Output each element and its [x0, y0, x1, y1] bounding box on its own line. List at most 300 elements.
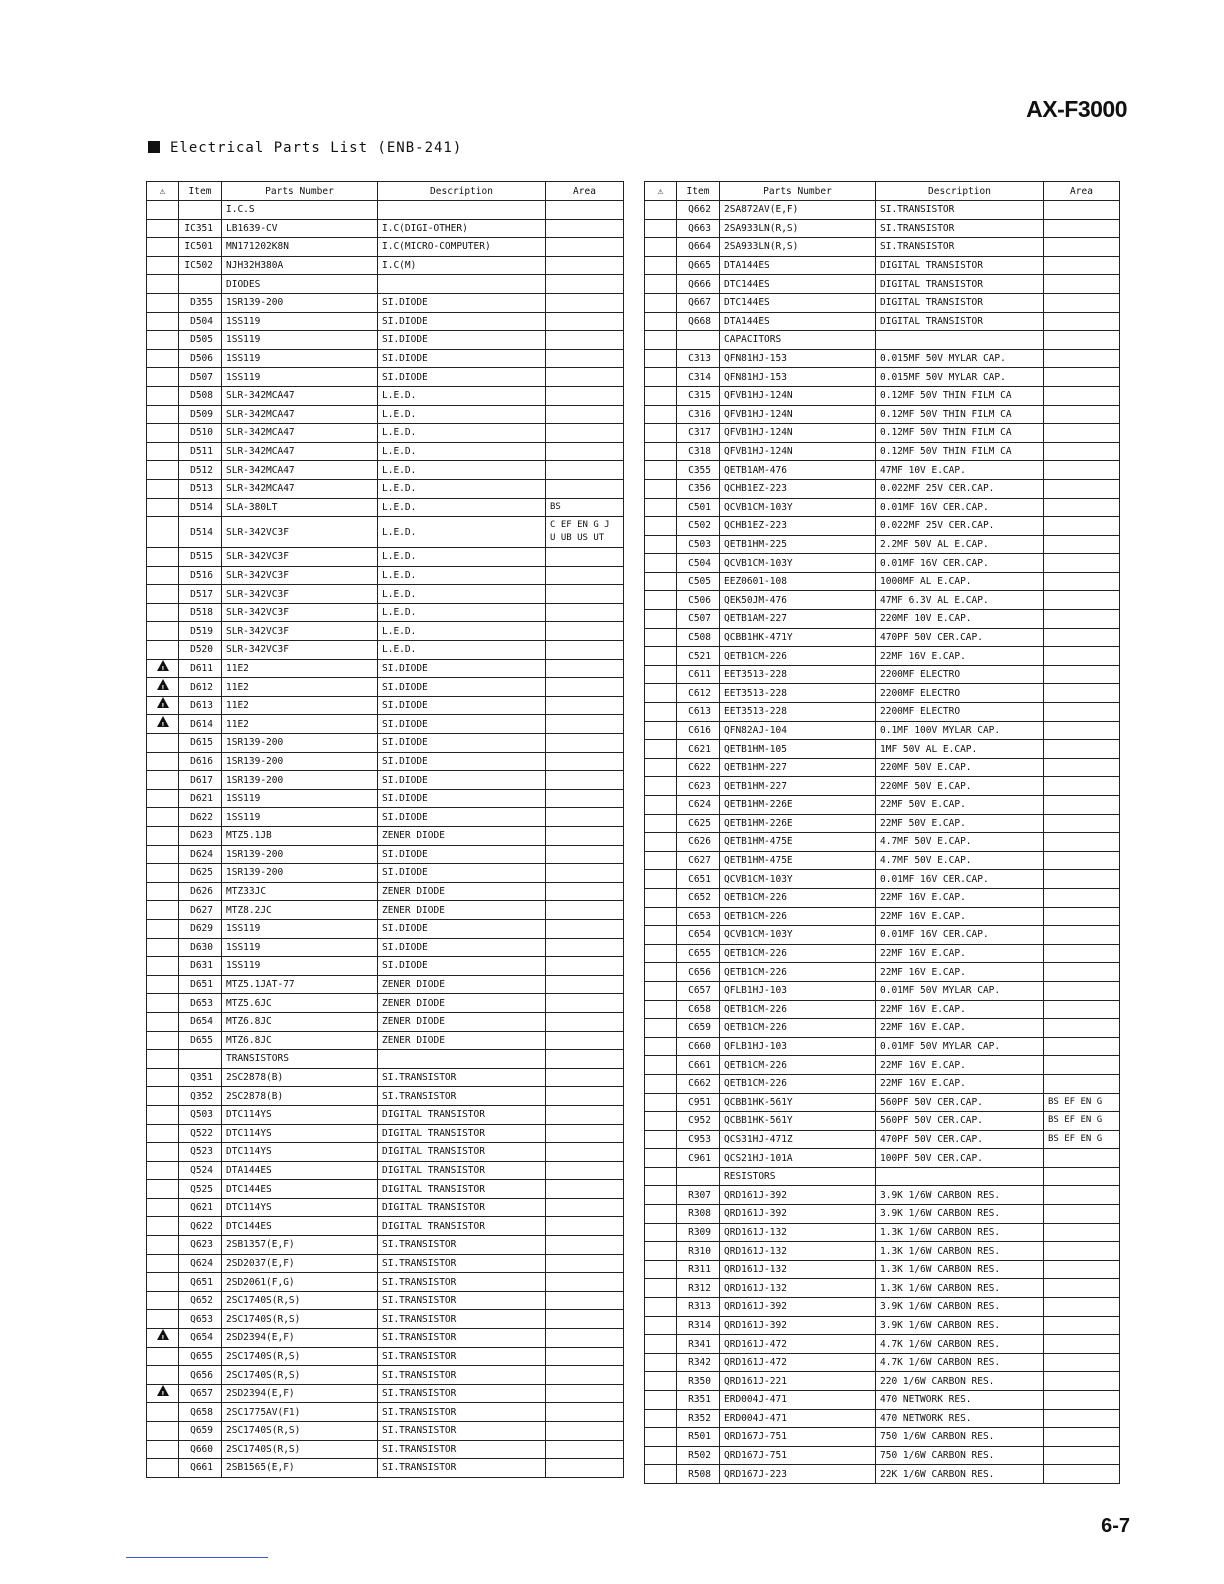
area-cell: [1044, 1260, 1120, 1279]
description-cell: [876, 1167, 1044, 1186]
safety-mark-cell: [645, 312, 677, 331]
area-cell: [546, 1459, 624, 1478]
item-cell: C624: [677, 796, 720, 815]
safety-mark-cell: [147, 1012, 179, 1031]
parts-number-cell: 2SC2878(B): [222, 1087, 378, 1106]
item-cell: C505: [677, 572, 720, 591]
area-cell: [1044, 1279, 1120, 1298]
description-cell: L.E.D.: [378, 405, 546, 424]
parts-number-cell: MTZ8.2JC: [222, 901, 378, 920]
safety-mark-cell: [645, 1000, 677, 1019]
safety-mark-cell: [645, 1242, 677, 1261]
item-cell: C953: [677, 1130, 720, 1149]
area-cell: [1044, 628, 1120, 647]
parts-number-cell: ERD004J-471: [720, 1391, 876, 1410]
safety-mark-cell: [645, 1298, 677, 1317]
item-cell: D651: [179, 975, 222, 994]
parts-number-cell: SLR-342MCA47: [222, 461, 378, 480]
parts-number-cell: SLR-342MCA47: [222, 479, 378, 498]
parts-number-cell: 2SD2037(E,F): [222, 1254, 378, 1273]
safety-mark-cell: [645, 926, 677, 945]
description-cell: DIGITAL TRANSISTOR: [378, 1180, 546, 1199]
col-header-safety: ⚠: [645, 182, 677, 201]
item-cell: C507: [677, 610, 720, 629]
table-row: [645, 1391, 1120, 1410]
area-cell: [546, 827, 624, 846]
safety-mark-cell: [147, 1273, 179, 1292]
table-row: [645, 1335, 1120, 1354]
description-cell: DIGITAL TRANSISTOR: [876, 293, 1044, 312]
table-row: [645, 572, 1120, 591]
area-cell: [1044, 201, 1120, 220]
description-cell: 0.01MF 16V CER.CAP.: [876, 926, 1044, 945]
safety-mark-cell: [147, 517, 179, 548]
parts-number-cell: NJH32H380A: [222, 256, 378, 275]
description-cell: 22MF 50V E.CAP.: [876, 814, 1044, 833]
table-row: [147, 219, 624, 238]
parts-number-cell: DTA144ES: [720, 312, 876, 331]
area-cell: [1044, 256, 1120, 275]
parts-number-cell: DTC114YS: [222, 1124, 378, 1143]
area-cell: [1044, 647, 1120, 666]
parts-number-cell: 2SD2394(E,F): [222, 1329, 378, 1348]
table-row: [645, 1074, 1120, 1093]
item-cell: C662: [677, 1074, 720, 1093]
safety-mark-cell: [645, 517, 677, 536]
parts-number-cell: DTC144ES: [720, 275, 876, 294]
safety-mark-cell: [147, 1422, 179, 1441]
table-row: [645, 796, 1120, 815]
item-cell: Q663: [677, 219, 720, 238]
item-cell: C504: [677, 554, 720, 573]
area-cell: [1044, 572, 1120, 591]
safety-mark-cell: [147, 1143, 179, 1162]
description-cell: 0.01MF 50V MYLAR CAP.: [876, 981, 1044, 1000]
table-row: [645, 1298, 1120, 1317]
table-row: [147, 461, 624, 480]
safety-mark-cell: [147, 275, 179, 294]
area-cell: [546, 789, 624, 808]
area-cell: [546, 1273, 624, 1292]
safety-mark-cell: [645, 758, 677, 777]
parts-number-cell: QCBB1HK-561Y: [720, 1093, 876, 1112]
table-row: [645, 888, 1120, 907]
parts-number-cell: QETB1HM-105: [720, 740, 876, 759]
safety-mark-cell: [645, 684, 677, 703]
item-cell: D513: [179, 479, 222, 498]
safety-mark-cell: [147, 1440, 179, 1459]
description-cell: [378, 1050, 546, 1069]
parts-number-cell: I.C.S: [222, 201, 378, 220]
item-cell: Q666: [677, 275, 720, 294]
table-row: [147, 1180, 624, 1199]
col-header-parts-number: Parts Number: [222, 182, 378, 201]
description-cell: SI.TRANSISTOR: [378, 1254, 546, 1273]
item-cell: IC351: [179, 219, 222, 238]
area-cell: [546, 771, 624, 790]
area-cell: [546, 1161, 624, 1180]
description-cell: [876, 331, 1044, 350]
table-row: [147, 1161, 624, 1180]
parts-number-cell: SLR-342MCA47: [222, 442, 378, 461]
table-row: [645, 1149, 1120, 1168]
area-cell: [1044, 1056, 1120, 1075]
area-cell: [1044, 963, 1120, 982]
table-row: [645, 349, 1120, 368]
safety-mark-cell: [645, 888, 677, 907]
description-cell: ZENER DIODE: [378, 1031, 546, 1050]
description-cell: SI.TRANSISTOR: [378, 1347, 546, 1366]
area-cell: [546, 864, 624, 883]
table-row: [645, 1167, 1120, 1186]
item-cell: R502: [677, 1446, 720, 1465]
safety-mark-cell: [147, 498, 179, 517]
description-cell: 1000MF AL E.CAP.: [876, 572, 1044, 591]
col-header-item: Item: [677, 182, 720, 201]
table-row: [645, 386, 1120, 405]
safety-warning-icon: [157, 679, 169, 690]
parts-number-cell: 2SB1357(E,F): [222, 1236, 378, 1255]
safety-warning-icon: [157, 660, 169, 671]
parts-number-cell: 1SS119: [222, 957, 378, 976]
table-row: [147, 1403, 624, 1422]
area-cell: [1044, 275, 1120, 294]
parts-number-cell: 1SS119: [222, 331, 378, 350]
item-cell: Q655: [179, 1347, 222, 1366]
safety-mark-cell: [645, 368, 677, 387]
area-cell: BS EF EN G: [1044, 1112, 1120, 1131]
description-cell: 3.9K 1/6W CARBON RES.: [876, 1316, 1044, 1335]
item-cell: D612: [179, 678, 222, 697]
safety-mark-cell: [645, 1335, 677, 1354]
description-cell: 3.9K 1/6W CARBON RES.: [876, 1298, 1044, 1317]
parts-number-cell: QETB1CM-226: [720, 1056, 876, 1075]
safety-mark-cell: [645, 796, 677, 815]
safety-mark-cell: [645, 442, 677, 461]
item-cell: C660: [677, 1037, 720, 1056]
description-cell: 47MF 6.3V AL E.CAP.: [876, 591, 1044, 610]
safety-mark-cell: [147, 1329, 179, 1348]
table-row: [147, 622, 624, 641]
area-cell: [1044, 1428, 1120, 1447]
item-cell: C627: [677, 851, 720, 870]
parts-number-cell: EEZ0601-108: [720, 572, 876, 591]
area-cell: [1044, 610, 1120, 629]
table-row: [645, 628, 1120, 647]
description-cell: [378, 201, 546, 220]
parts-number-cell: QCS21HJ-101A: [720, 1149, 876, 1168]
description-cell: 22MF 16V E.CAP.: [876, 1074, 1044, 1093]
area-cell: [1044, 424, 1120, 443]
item-cell: D622: [179, 808, 222, 827]
parts-number-cell: SLR-342VC3F: [222, 641, 378, 660]
footer-rule: [126, 1557, 268, 1558]
table-row: [147, 1050, 624, 1069]
parts-number-cell: 1SS119: [222, 808, 378, 827]
parts-number-cell: MTZ6.8JC: [222, 1012, 378, 1031]
parts-number-cell: QFVB1HJ-124N: [720, 424, 876, 443]
item-cell: D613: [179, 696, 222, 715]
safety-mark-cell: [645, 591, 677, 610]
safety-mark-cell: [147, 238, 179, 257]
safety-mark-cell: [147, 424, 179, 443]
item-cell: [179, 1050, 222, 1069]
item-cell: R310: [677, 1242, 720, 1261]
safety-mark-cell: [645, 554, 677, 573]
table-row: [645, 647, 1120, 666]
table-row: [147, 715, 624, 734]
description-cell: 3.9K 1/6W CARBON RES.: [876, 1186, 1044, 1205]
description-cell: 4.7K 1/6W CARBON RES.: [876, 1335, 1044, 1354]
description-cell: 0.12MF 50V THIN FILM CA: [876, 424, 1044, 443]
parts-number-cell: QETB1HM-475E: [720, 851, 876, 870]
safety-mark-cell: [147, 827, 179, 846]
table-row: [147, 1124, 624, 1143]
item-cell: D512: [179, 461, 222, 480]
item-cell: D508: [179, 386, 222, 405]
description-cell: L.E.D.: [378, 442, 546, 461]
table-row: [147, 498, 624, 517]
safety-mark-cell: [147, 585, 179, 604]
parts-number-cell: QFVB1HJ-124N: [720, 386, 876, 405]
description-cell: SI.DIODE: [378, 349, 546, 368]
table-row: [147, 293, 624, 312]
item-cell: R341: [677, 1335, 720, 1354]
description-cell: L.E.D.: [378, 641, 546, 660]
safety-mark-cell: [147, 1291, 179, 1310]
table-row: [645, 368, 1120, 387]
item-cell: Q652: [179, 1291, 222, 1310]
area-cell: [546, 1291, 624, 1310]
safety-mark-cell: [645, 647, 677, 666]
parts-number-cell: 1SR139-200: [222, 293, 378, 312]
table-row: [645, 1242, 1120, 1261]
table-row: [147, 938, 624, 957]
table-row: [645, 758, 1120, 777]
item-cell: Q660: [179, 1440, 222, 1459]
area-cell: [546, 566, 624, 585]
safety-mark-cell: [645, 1093, 677, 1112]
item-cell: Q524: [179, 1161, 222, 1180]
area-cell: [546, 1143, 624, 1162]
safety-mark-cell: [645, 1037, 677, 1056]
col-header-description: Description: [876, 182, 1044, 201]
area-cell: [546, 957, 624, 976]
description-cell: DIGITAL TRANSISTOR: [378, 1143, 546, 1162]
area-cell: [1044, 665, 1120, 684]
table-row: [147, 1217, 624, 1236]
safety-mark-cell: [147, 256, 179, 275]
safety-mark-cell: [147, 1347, 179, 1366]
area-cell: [1044, 851, 1120, 870]
description-cell: 1.3K 1/6W CARBON RES.: [876, 1242, 1044, 1261]
item-cell: C654: [677, 926, 720, 945]
item-cell: Q621: [179, 1198, 222, 1217]
area-cell: [1044, 405, 1120, 424]
item-cell: R311: [677, 1260, 720, 1279]
area-cell: [1044, 740, 1120, 759]
table-row: [645, 721, 1120, 740]
parts-number-cell: MTZ5.1JB: [222, 827, 378, 846]
table-row: [645, 293, 1120, 312]
description-cell: 22MF 16V E.CAP.: [876, 1056, 1044, 1075]
area-cell: [546, 1422, 624, 1441]
item-cell: D511: [179, 442, 222, 461]
col-header-description: Description: [378, 182, 546, 201]
safety-mark-cell: [147, 201, 179, 220]
area-cell: [1044, 312, 1120, 331]
table-row: [645, 1056, 1120, 1075]
safety-mark-cell: [147, 1124, 179, 1143]
area-cell: [546, 386, 624, 405]
table-row: [645, 963, 1120, 982]
safety-mark-cell: [645, 1260, 677, 1279]
item-cell: C316: [677, 405, 720, 424]
parts-number-cell: LB1639-CV: [222, 219, 378, 238]
item-cell: C612: [677, 684, 720, 703]
model-title: AX-F3000: [1026, 96, 1127, 122]
description-cell: SI.DIODE: [378, 919, 546, 938]
table-row: [147, 275, 624, 294]
safety-mark-cell: [147, 1031, 179, 1050]
description-cell: SI.DIODE: [378, 659, 546, 678]
description-cell: DIGITAL TRANSISTOR: [378, 1105, 546, 1124]
area-cell: [546, 201, 624, 220]
safety-mark-cell: [147, 1217, 179, 1236]
table-row: [147, 789, 624, 808]
parts-number-cell: 2SA933LN(R,S): [720, 219, 876, 238]
description-cell: L.E.D.: [378, 622, 546, 641]
area-cell: [1044, 1298, 1120, 1317]
parts-number-cell: SLR-342VC3F: [222, 585, 378, 604]
area-cell: [546, 845, 624, 864]
table-row: [147, 919, 624, 938]
area-cell: [546, 808, 624, 827]
table-row: [147, 752, 624, 771]
item-cell: C355: [677, 461, 720, 480]
area-cell: [1044, 721, 1120, 740]
item-cell: R314: [677, 1316, 720, 1335]
safety-mark-cell: [645, 851, 677, 870]
description-cell: 22K 1/6W CARBON RES.: [876, 1465, 1044, 1484]
item-cell: Q661: [179, 1459, 222, 1478]
table-row: [645, 1372, 1120, 1391]
item-cell: C521: [677, 647, 720, 666]
item-cell: Q525: [179, 1180, 222, 1199]
safety-mark-cell: [645, 1391, 677, 1410]
item-cell: D509: [179, 405, 222, 424]
table-row: [645, 1000, 1120, 1019]
parts-number-cell: QRD161J-132: [720, 1223, 876, 1242]
parts-number-cell: QETB1AM-227: [720, 610, 876, 629]
description-cell: 4.7MF 50V E.CAP.: [876, 833, 1044, 852]
parts-number-cell: 11E2: [222, 678, 378, 697]
item-cell: D355: [179, 293, 222, 312]
parts-number-cell: SLR-342MCA47: [222, 386, 378, 405]
parts-number-cell: TRANSISTORS: [222, 1050, 378, 1069]
area-cell: [546, 461, 624, 480]
description-cell: 220MF 50V E.CAP.: [876, 758, 1044, 777]
area-cell: [1044, 684, 1120, 703]
description-cell: ZENER DIODE: [378, 994, 546, 1013]
area-cell: [1044, 1186, 1120, 1205]
description-cell: L.E.D.: [378, 386, 546, 405]
parts-number-cell: SLR-342VC3F: [222, 517, 378, 548]
item-cell: R308: [677, 1205, 720, 1224]
area-cell: [546, 1198, 624, 1217]
table-row: [147, 566, 624, 585]
area-cell: [1044, 1353, 1120, 1372]
parts-number-cell: SLR-342VC3F: [222, 548, 378, 567]
table-row: [147, 845, 624, 864]
item-cell: D630: [179, 938, 222, 957]
description-cell: DIGITAL TRANSISTOR: [876, 275, 1044, 294]
table-row: [645, 442, 1120, 461]
safety-mark-cell: [645, 1353, 677, 1372]
area-cell: [546, 901, 624, 920]
table-row: [645, 1409, 1120, 1428]
area-cell: [546, 312, 624, 331]
table-row: [645, 703, 1120, 722]
description-cell: 470 NETWORK RES.: [876, 1409, 1044, 1428]
table-row: [645, 926, 1120, 945]
item-cell: C501: [677, 498, 720, 517]
description-cell: 0.12MF 50V THIN FILM CA: [876, 405, 1044, 424]
parts-number-cell: 2SC1775AV(F1): [222, 1403, 378, 1422]
item-cell: D510: [179, 424, 222, 443]
safety-mark-cell: [147, 219, 179, 238]
safety-mark-cell: [645, 703, 677, 722]
safety-mark-cell: [147, 994, 179, 1013]
parts-number-cell: QRD167J-751: [720, 1428, 876, 1447]
area-cell: [1044, 1205, 1120, 1224]
area-cell: BS EF EN G: [1044, 1130, 1120, 1149]
description-cell: SI.DIODE: [378, 678, 546, 697]
table-row: [645, 833, 1120, 852]
item-cell: R309: [677, 1223, 720, 1242]
area-cell: [546, 1050, 624, 1069]
safety-mark-cell: [147, 479, 179, 498]
area-cell: [1044, 796, 1120, 815]
item-cell: [179, 275, 222, 294]
area-cell: [546, 368, 624, 387]
table-row: [147, 1198, 624, 1217]
parts-number-cell: DTC114YS: [222, 1105, 378, 1124]
area-cell: [1044, 554, 1120, 573]
parts-number-cell: 2SC1740S(R,S): [222, 1347, 378, 1366]
description-cell: L.E.D.: [378, 461, 546, 480]
table-row: [147, 864, 624, 883]
item-cell: IC501: [179, 238, 222, 257]
description-cell: SI.DIODE: [378, 845, 546, 864]
safety-mark-cell: [645, 219, 677, 238]
item-cell: D655: [179, 1031, 222, 1050]
description-cell: SI.DIODE: [378, 771, 546, 790]
item-cell: R313: [677, 1298, 720, 1317]
area-cell: [1044, 479, 1120, 498]
item-cell: D611: [179, 659, 222, 678]
table-row: [147, 256, 624, 275]
parts-number-cell: QETB1CM-226: [720, 944, 876, 963]
area-cell: [546, 238, 624, 257]
parts-number-cell: 2SC1740S(R,S): [222, 1310, 378, 1329]
description-cell: ZENER DIODE: [378, 901, 546, 920]
item-cell: C318: [677, 442, 720, 461]
parts-number-cell: SLR-342MCA47: [222, 405, 378, 424]
parts-number-cell: DTC144ES: [720, 293, 876, 312]
table-row: [645, 275, 1120, 294]
safety-mark-cell: [645, 1112, 677, 1131]
